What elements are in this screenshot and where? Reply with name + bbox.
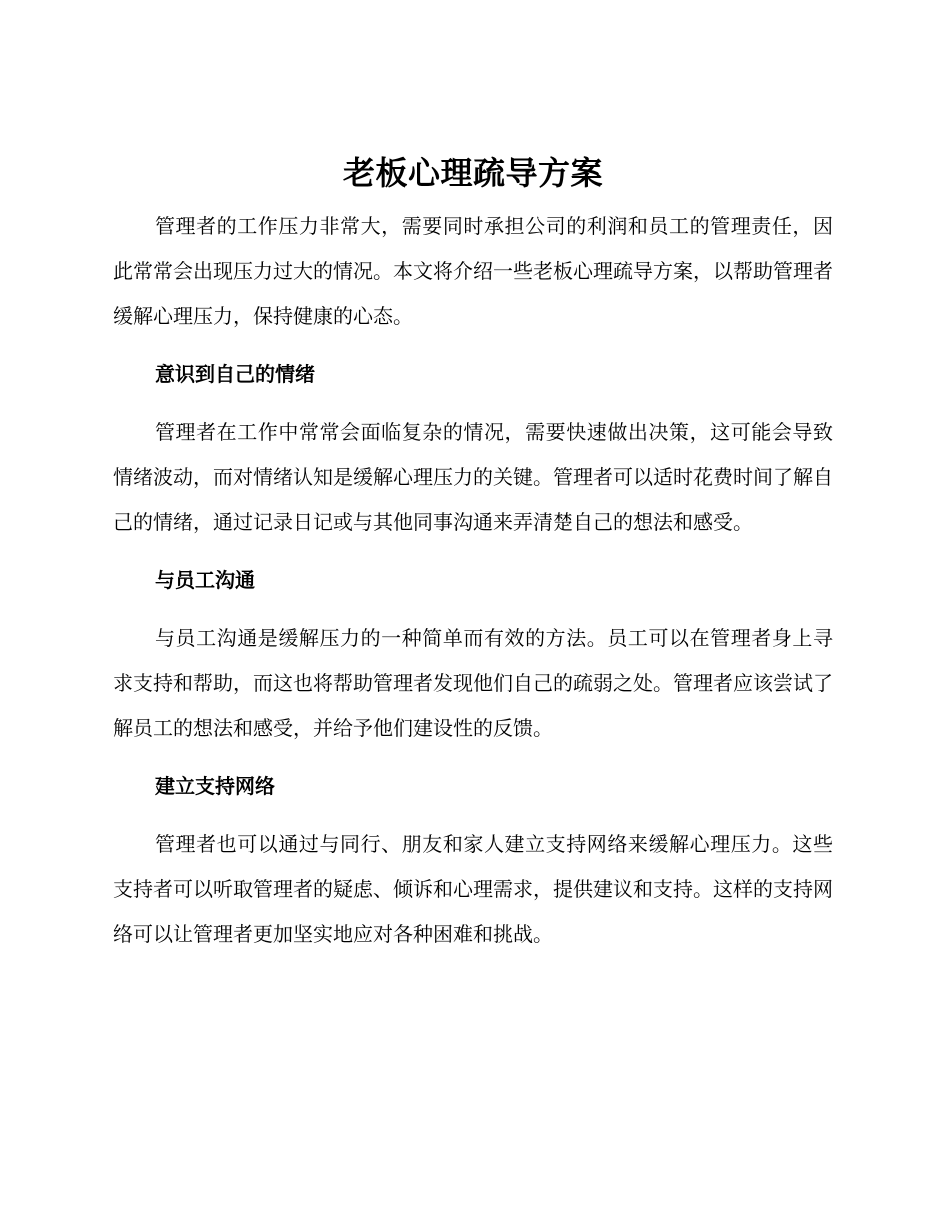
intro-paragraph: 管理者的工作压力非常大，需要同时承担公司的利润和员工的管理责任，因此常常会出现压力过大的情况。本文将介绍一些老板心理疏导方案，以帮助管理者缓解心理压力，保持健康的心态。 xyxy=(113,214,833,328)
section-heading-communicate: 与员工沟通 xyxy=(155,568,255,592)
section-body-emotions: 管理者在工作中常常会面临复杂的情况，需要快速做出决策，这可能会导致情绪波动，而对情绪认知是缓解心理压力的关键。管理者可以适时花费时间了解自己的情绪，通过记录日记或与其他同事沟通来弄清楚自己的想法和感受。 xyxy=(113,420,833,534)
section-body-communicate: 与员工沟通是缓解压力的一种简单而有效的方法。员工可以在管理者身上寻求支持和帮助，而这也将帮助管理者发现他们自己的疏弱之处。管理者应该尝试了解员工的想法和感受，并给予他们建设性的反馈。 xyxy=(113,626,833,740)
section-heading-support-network: 建立支持网络 xyxy=(155,774,275,798)
document-title: 老板心理疏导方案 xyxy=(342,154,603,192)
section-heading-emotions: 意识到自己的情绪 xyxy=(155,362,315,386)
section-body-support-network: 管理者也可以通过与同行、朋友和家人建立支持网络来缓解心理压力。这些支持者可以听取管理者的疑虑、倾诉和心理需求，提供建议和支持。这样的支持网络可以让管理者更加坚实地应对各种困难和挑战。 xyxy=(113,832,833,946)
document-page xyxy=(113,150,833,957)
